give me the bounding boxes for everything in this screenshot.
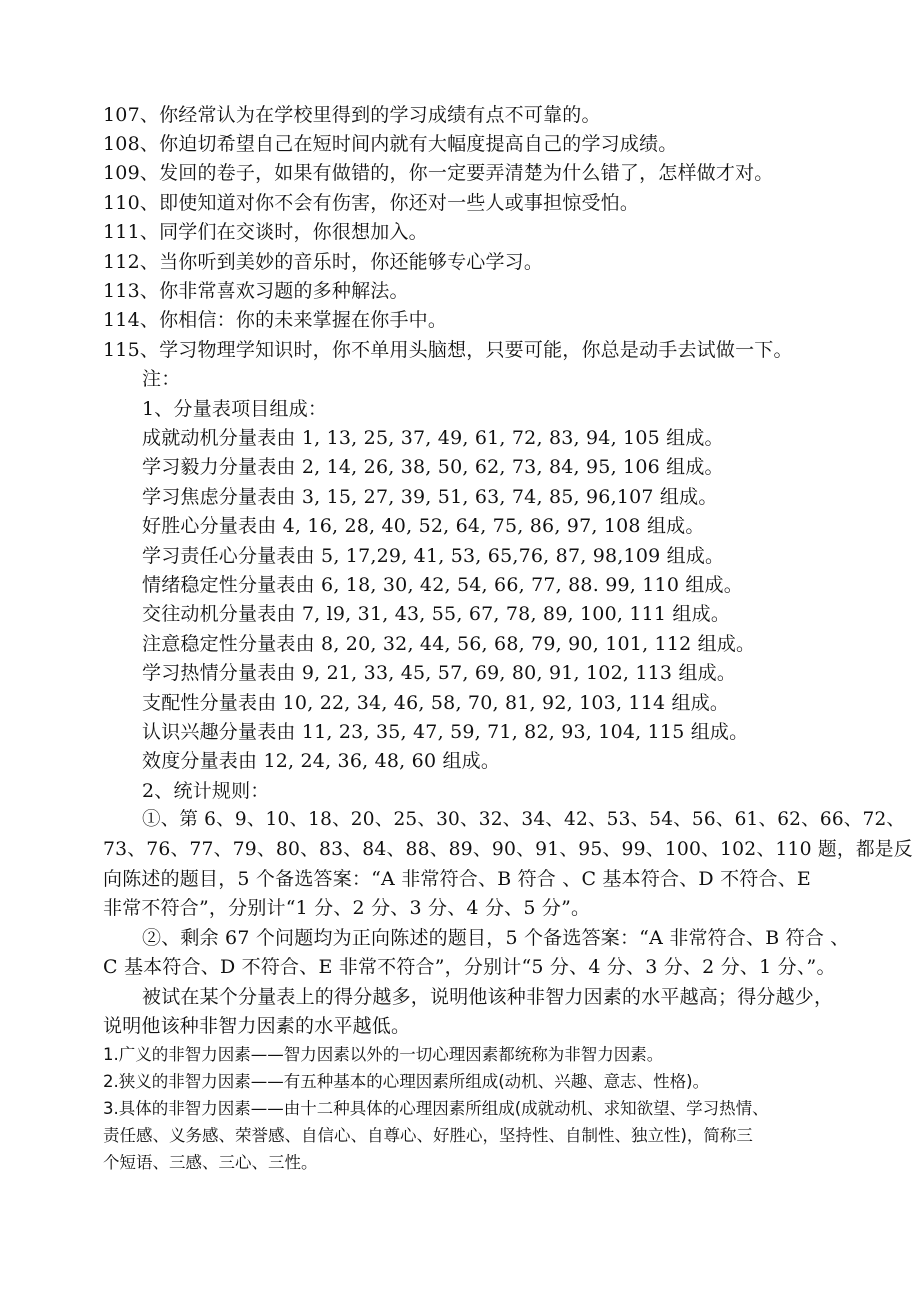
scale-validity: 效度分量表由 12, 24, 36, 48, 60 组成。 [142, 750, 501, 772]
scale-competitiveness: 好胜心分量表由 4, 16, 28, 40, 52, 64, 75, 86, 97, 108 组成。 [142, 515, 705, 537]
scale-learning-responsibility: 学习责任心分量表由 5, 17,29, 41, 53, 65,76, 87, 98,109 组成。 [142, 545, 725, 567]
conclusion-line-1: 被试在某个分量表上的得分越多，说明他该种非智力因素的水平越高；得分越少， [142, 986, 834, 1008]
scale-dominance: 支配性分量表由 10, 22, 34, 46, 58, 70, 81, 92, 103, 114 组成。 [142, 692, 730, 714]
question-112: 112、当你听到美妙的音乐时，你还能够专心学习。 [103, 251, 544, 273]
question-109: 109、发回的卷子，如果有做错的，你一定要弄清楚为什么错了，怎样做才对。 [103, 162, 774, 184]
scale-cognitive-interest: 认识兴趣分量表由 11, 23, 35, 47, 59, 71, 82, 93, 104, 115 组成。 [142, 721, 749, 743]
scale-learning-enthusiasm: 学习热情分量表由 9, 21, 33, 45, 57, 69, 80, 91, 102, 113 组成。 [142, 662, 737, 684]
scale-attention-stability: 注意稳定性分量表由 8, 20, 32, 44, 56, 68, 79, 90, 101, 112 组成。 [142, 633, 756, 655]
scale-achievement-motivation: 成就动机分量表由 1, 13, 25, 37, 49, 61, 72, 83, 94, 105 组成。 [142, 427, 724, 449]
definition-broad: 1.广义的非智力因素——智力因素以外的一切心理因素都统称为非智力因素。 [103, 1045, 664, 1064]
definition-narrow: 2.狭义的非智力因素——有五种基本的心理因素所组成(动机、兴趣、意志、性格)。 [103, 1072, 710, 1091]
rule-1-line-3: 向陈述的题目，5 个备选答案：“A 非常符合、B 符合 、C 基本符合、D 不符合、E [103, 868, 811, 890]
rule-1-line-2: 73、76、77、79、80、83、84、88、89、90、91、95、99、100、102、110 题，都是反 [103, 839, 913, 860]
scale-emotional-stability: 情绪稳定性分量表由 6, 18, 30, 42, 54, 66, 77, 88. 99, 110 组成。 [142, 574, 743, 596]
rule-2-line-2: C 基本符合、D 不符合、E 非常不符合”，分别计“5 分、4 分、3 分、2 分、1 分、”。 [103, 956, 836, 978]
definition-specific-line-2: 责任感、义务感、荣誉感、自信心、自尊心、好胜心，坚持性、自制性、独立性)，简称三 [103, 1126, 753, 1145]
question-108: 108、你迫切希望自己在短时间内就有大幅度提高自己的学习成绩。 [103, 133, 678, 155]
question-110: 110、即使知道对你不会有伤害，你还对一些人或事担惊受怕。 [103, 192, 640, 214]
scale-learning-perseverance: 学习毅力分量表由 2, 14, 26, 38, 50, 62, 73, 84, 95, 106 组成。 [142, 456, 724, 478]
conclusion-line-2: 说明他该种非智力因素的水平越低。 [103, 1015, 411, 1037]
question-107: 107、你经常认为在学校里得到的学习成绩有点不可靠的。 [103, 104, 601, 126]
definition-specific-line-1: 3.具体的非智力因素——由十二种具体的心理因素所组成(成就动机、求知欲望、学习热情、 [103, 1099, 769, 1118]
definition-specific-line-3: 个短语、三感、三心、三性。 [103, 1153, 318, 1172]
question-111: 111、同学们在交谈时，你很想加入。 [103, 221, 428, 243]
scale-social-motivation: 交往动机分量表由 7, l9, 31, 43, 55, 67, 78, 89, 100, 111 组成。 [142, 603, 731, 625]
question-115: 115、学习物理学知识时，你不单用头脑想，只要可能，你总是动手去试做一下。 [103, 339, 793, 361]
rule-1-line-1: ①、第 6、9、10、18、20、25、30、32、34、42、53、54、56、61、62、66、72、 [142, 809, 906, 830]
note-label: 注： [142, 368, 181, 390]
question-113: 113、你非常喜欢习题的多种解法。 [103, 280, 409, 302]
question-114: 114、你相信：你的未来掌握在你手中。 [103, 309, 448, 331]
rule-1-line-4: 非常不符合”，分别计“1 分、2 分、3 分、4 分、5 分”。 [103, 897, 591, 919]
rule-2-line-1: ②、剩余 67 个问题均为正向陈述的题目，5 个备选答案：“A 非常符合、B 符合 、 [142, 927, 850, 949]
scale-learning-anxiety: 学习焦虑分量表由 3, 15, 27, 39, 51, 63, 74, 85, 96,107 组成。 [142, 486, 718, 508]
section-1-title: 1、分量表项目组成： [142, 398, 328, 420]
section-2-title: 2、统计规则： [142, 780, 270, 802]
